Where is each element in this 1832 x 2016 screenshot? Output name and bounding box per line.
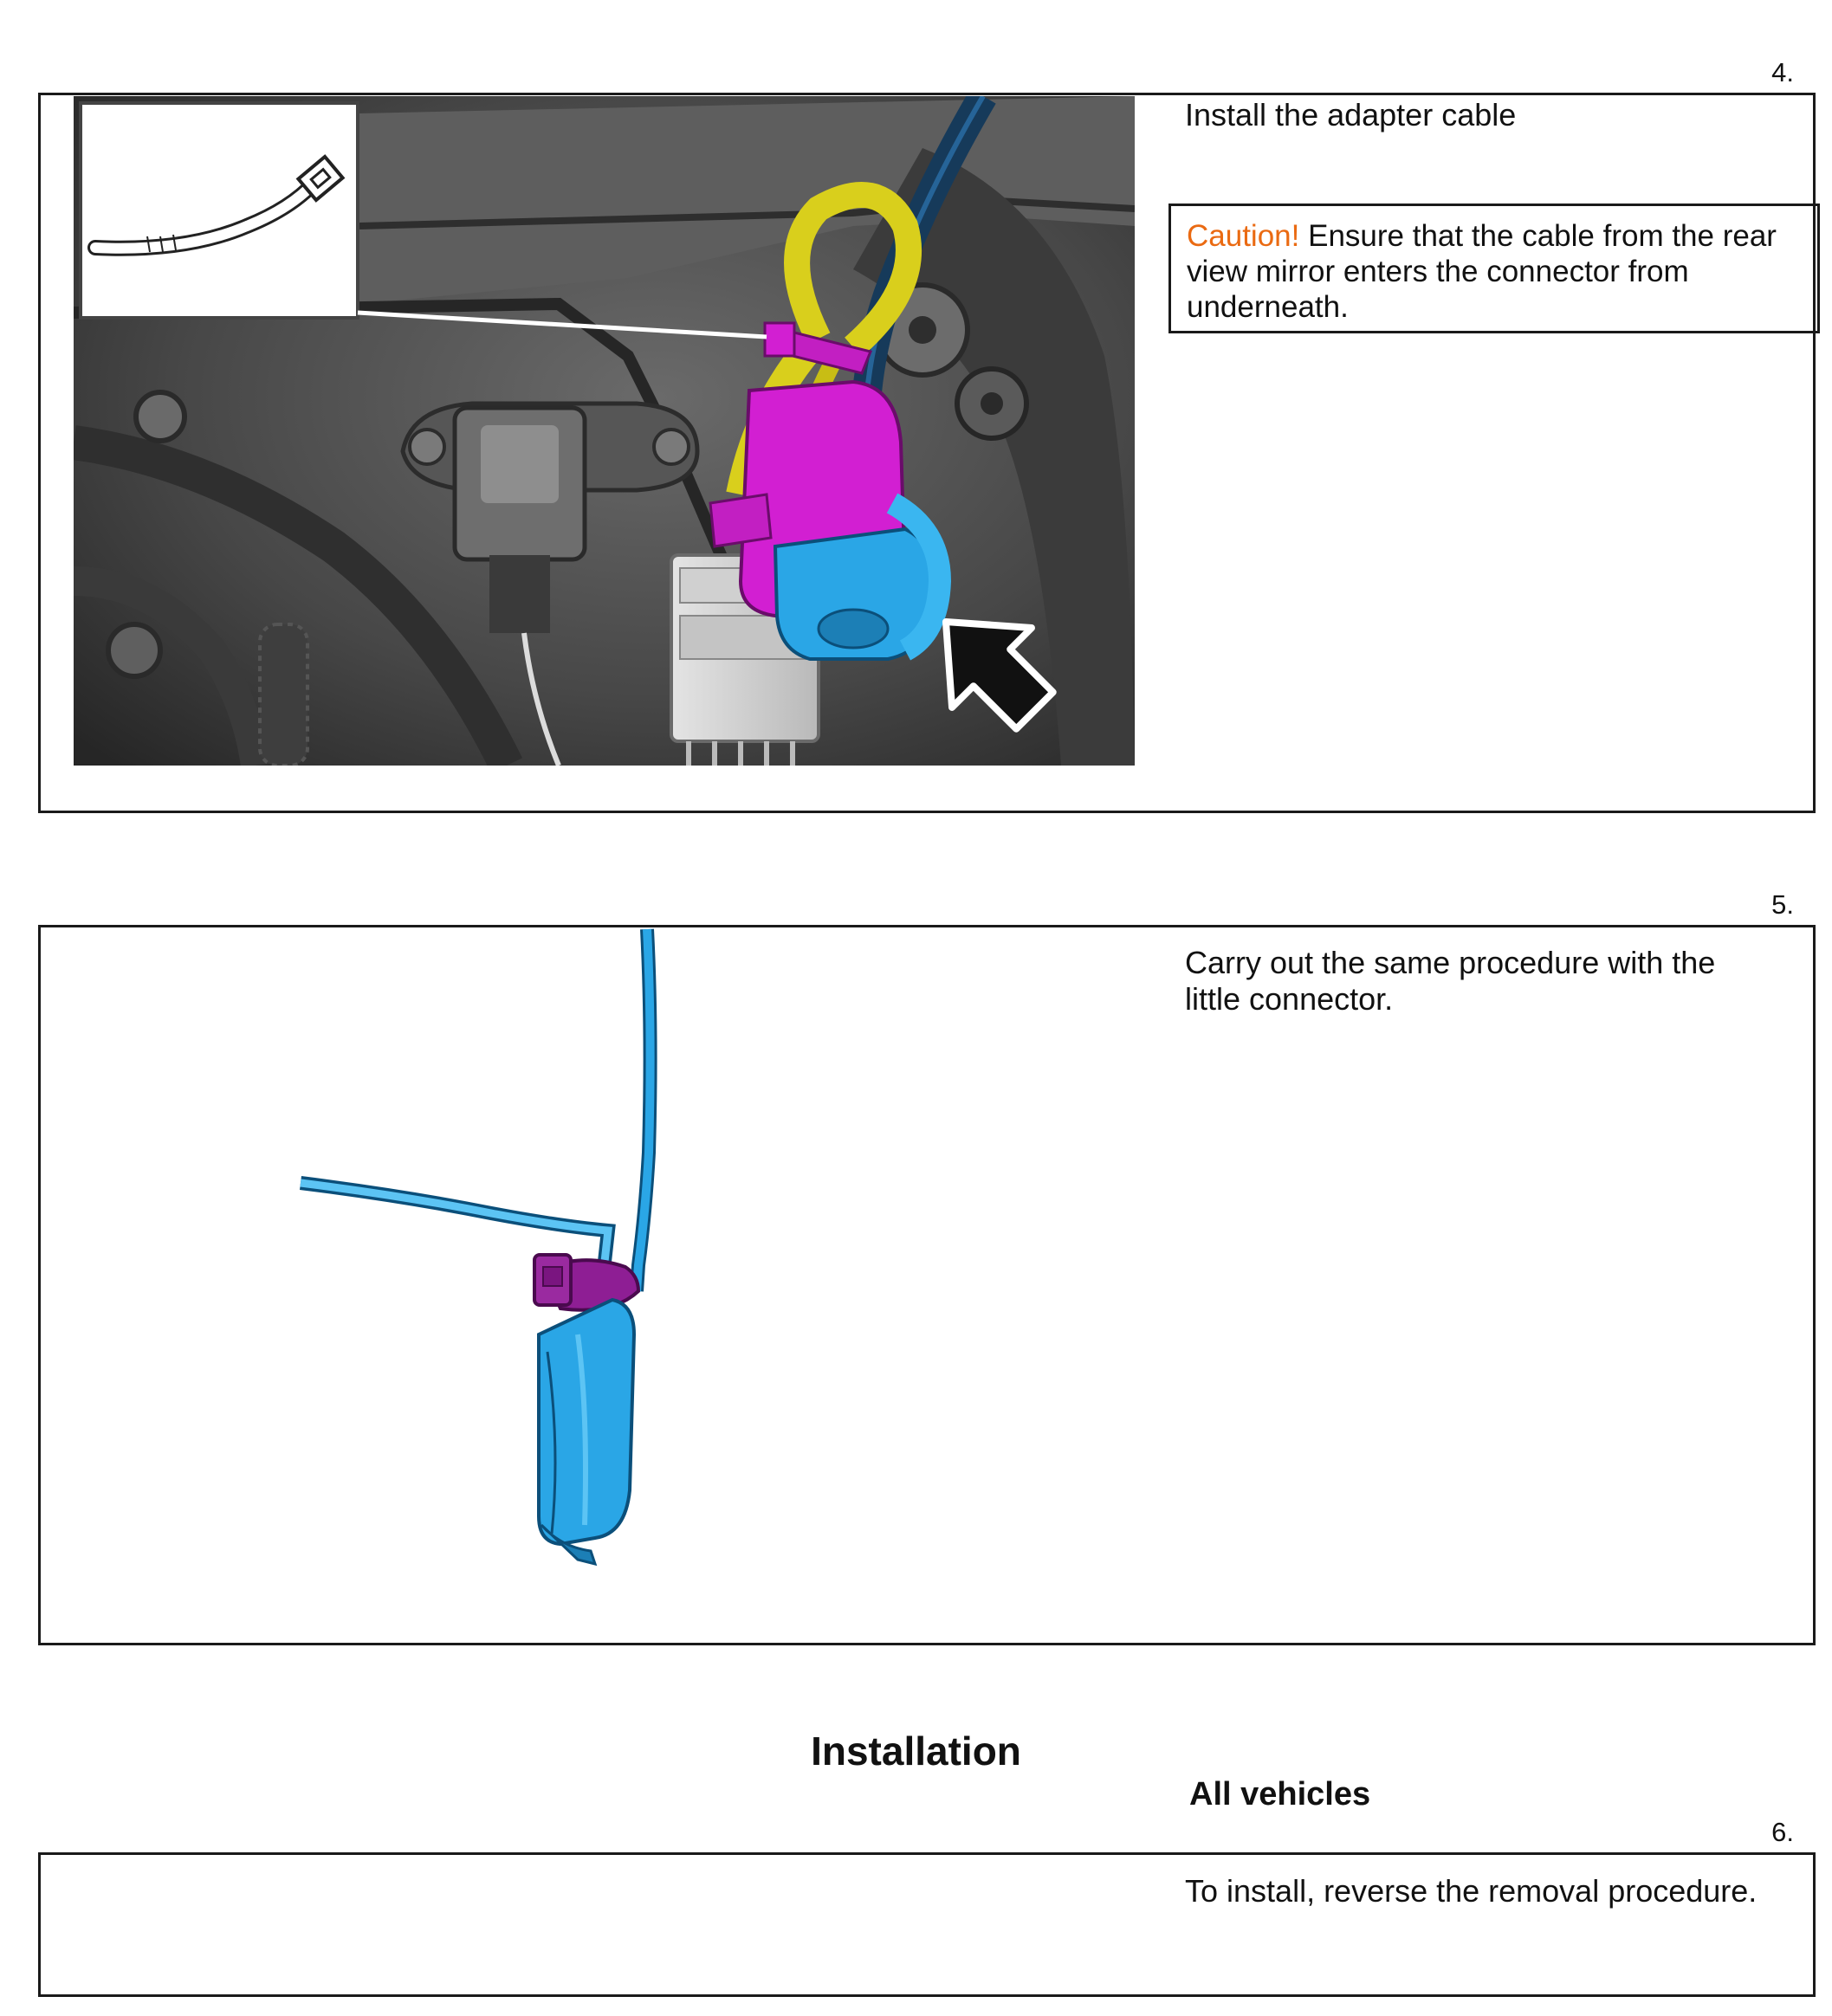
caution-label: Caution! bbox=[1187, 219, 1300, 253]
step-number-5: 5. bbox=[1771, 889, 1794, 920]
installation-heading: Installation bbox=[811, 1728, 1021, 1774]
step-6-text: To install, reverse the removal procedure. bbox=[1185, 1873, 1758, 1909]
step-number-6: 6. bbox=[1771, 1817, 1794, 1847]
connector-photo bbox=[74, 96, 1135, 766]
caution-note bbox=[1168, 204, 1820, 333]
step-6-box bbox=[38, 1852, 1816, 1997]
caution-text: Ensure that the cable from the rear view mirror enters the connector from underneath. bbox=[1187, 219, 1777, 324]
small-connector-diagram bbox=[41, 927, 1167, 1643]
step-number-4: 4. bbox=[1771, 57, 1794, 87]
step-4-box bbox=[38, 93, 1816, 813]
all-vehicles-subheading: All vehicles bbox=[1189, 1776, 1371, 1812]
step-5-text: Carry out the same procedure with the little connector. bbox=[1185, 945, 1716, 1017]
engine-bay-photo-image bbox=[74, 96, 1135, 766]
step-4-text: Install the adapter cable bbox=[1185, 97, 1517, 132]
step-5-box bbox=[38, 925, 1816, 1645]
